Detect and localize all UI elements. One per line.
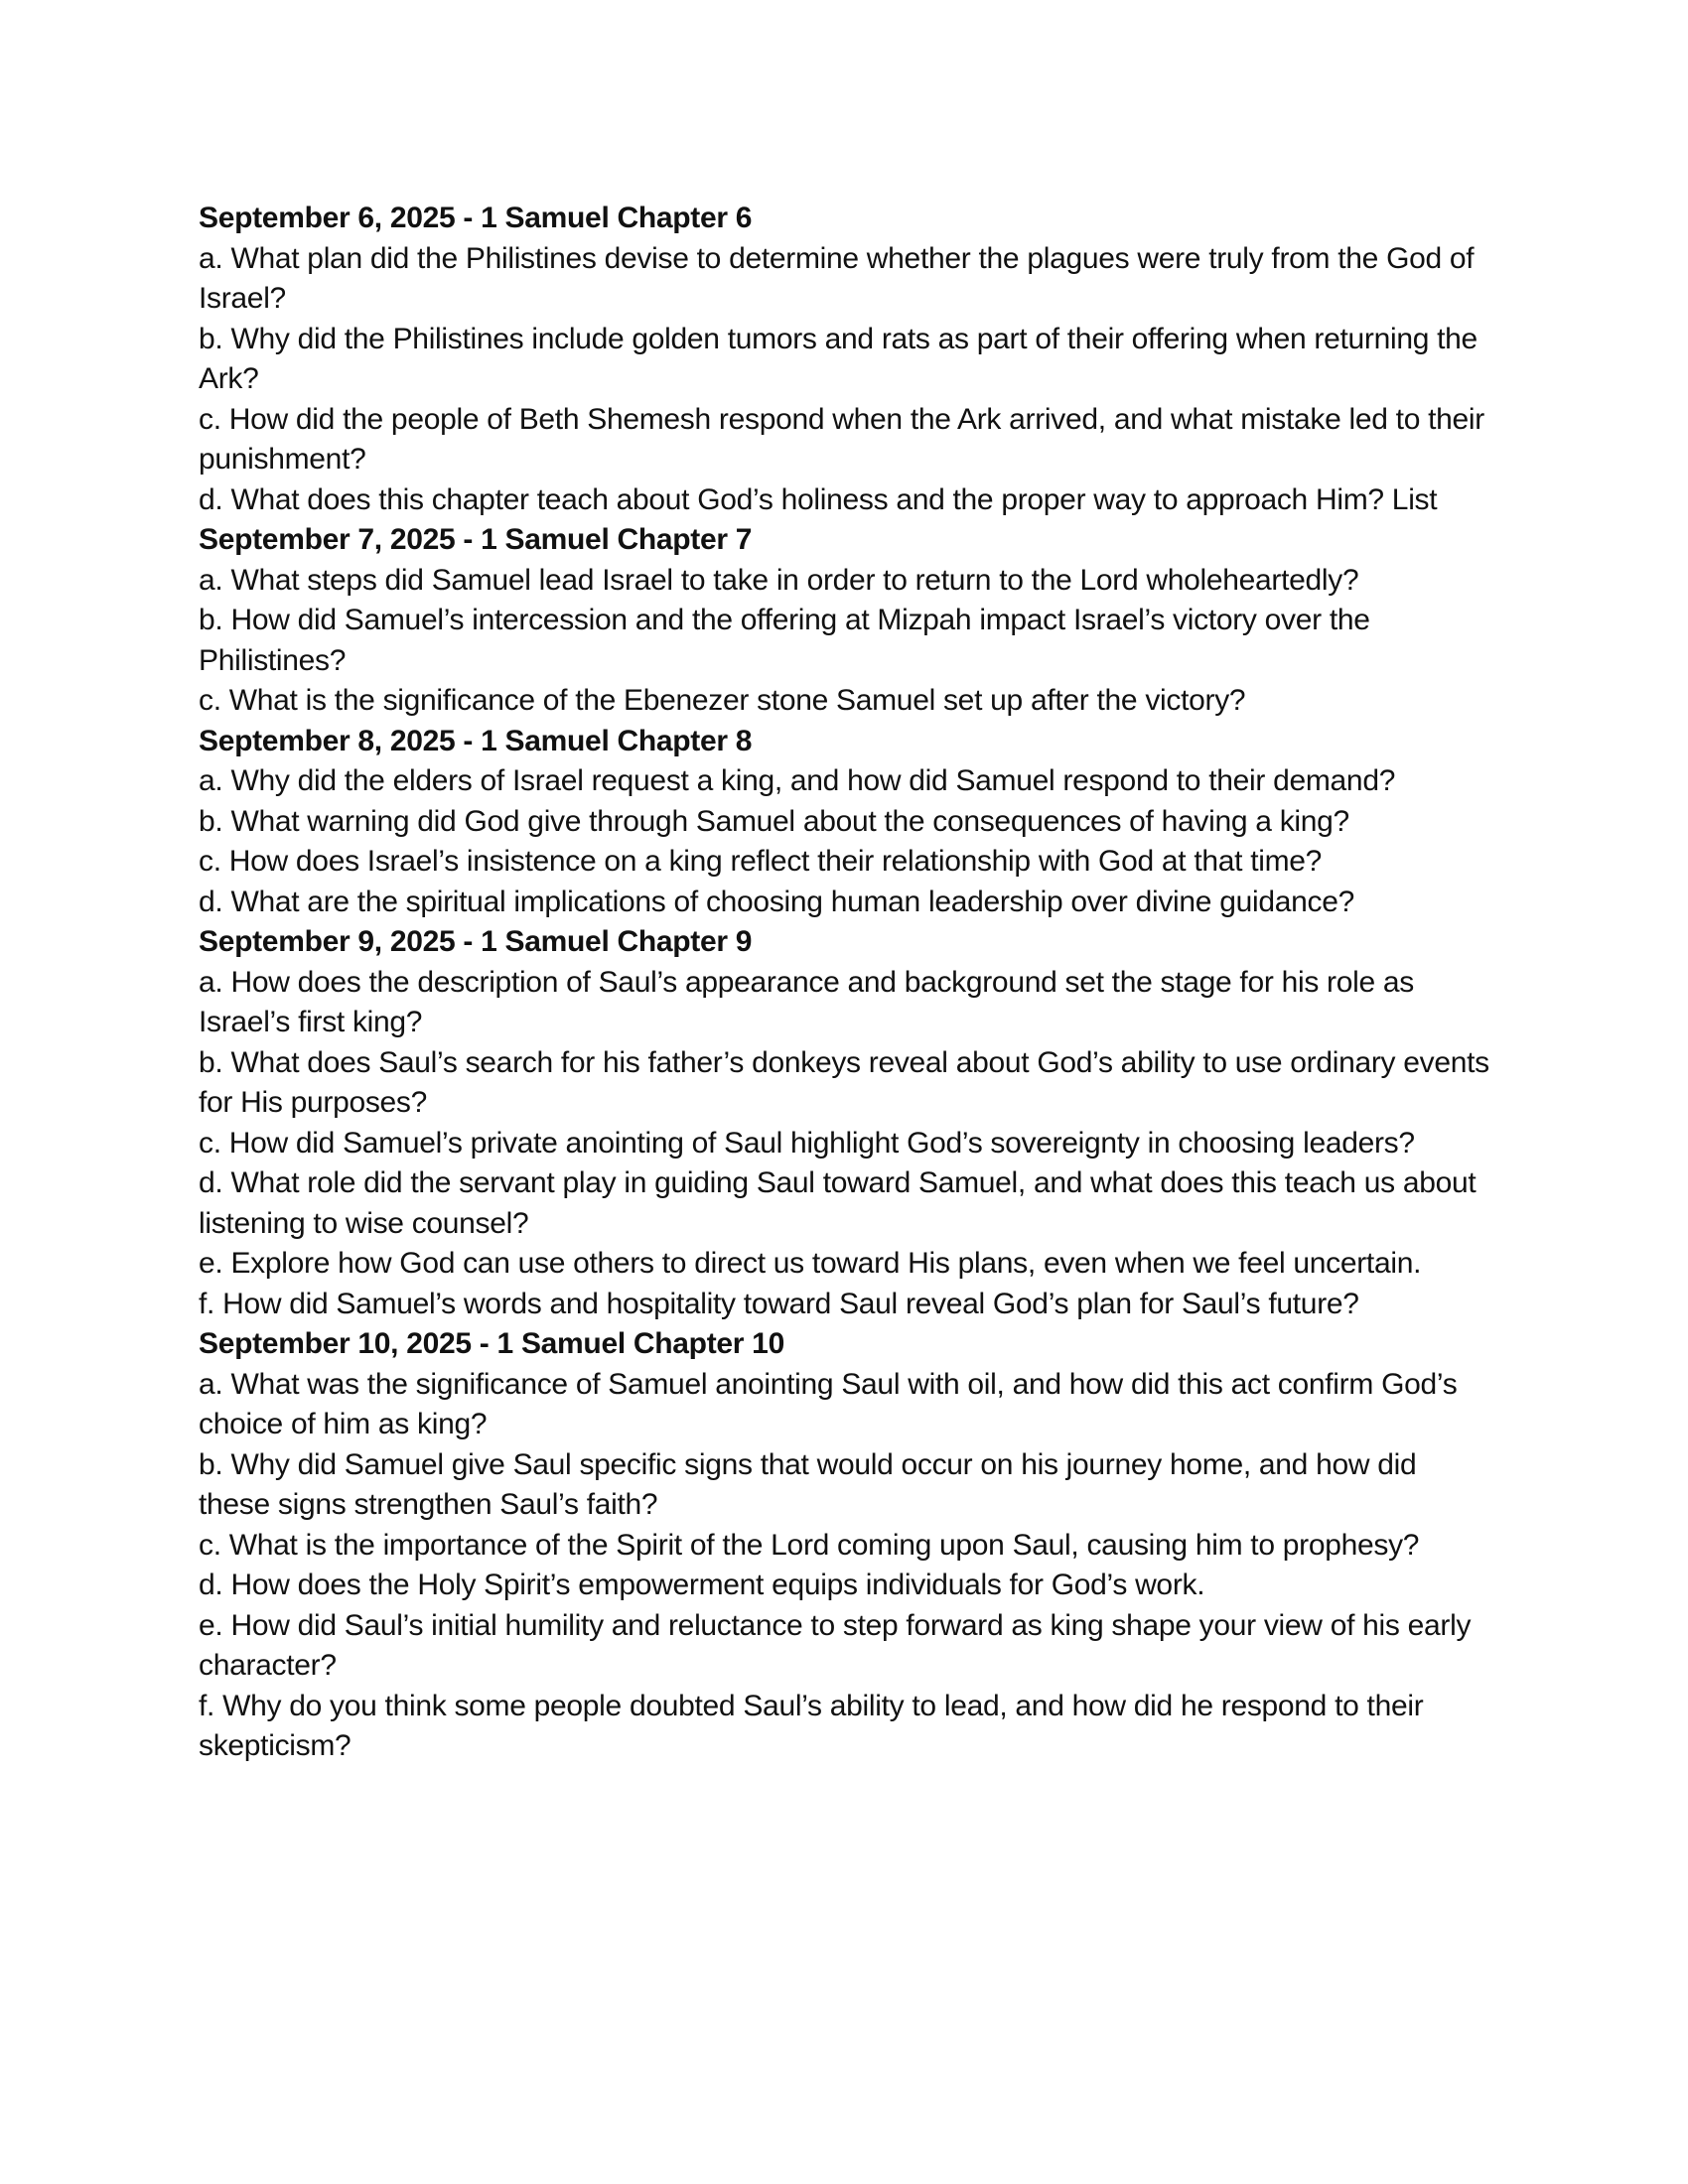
question: d. What does this chapter teach about God’s holiness and the proper way to approach Him? List [199, 482, 1438, 516]
question: b. Why did Samuel give Saul specific signs that would occur on his journey home, and how did these signs strengthen Saul’s faith? [199, 1447, 1417, 1521]
question: e. Explore how God can use others to direct us toward His plans, even when we feel uncertain. [199, 1247, 1422, 1280]
section-heading: September 10, 2025 - 1 Samuel Chapter 10 [199, 1327, 784, 1360]
question: a. What steps did Samuel lead Israel to take in order to return to the Lord wholeheartedly? [199, 563, 1359, 597]
question: b. How did Samuel’s intercession and the offering at Mizpah impact Israel’s victory over the Philistines? [199, 604, 1370, 677]
question: d. How does the Holy Spirit’s empowerment equips individuals for God’s work. [199, 1569, 1205, 1601]
section-chapter-10 [199, 1324, 1489, 1767]
section-chapter-6 [199, 199, 1489, 520]
question: e. How did Saul’s initial humility and reluctance to step forward as king shape your view of his early character? [199, 1608, 1472, 1682]
question: d. What role did the servant play in guiding Saul toward Samuel, and what does this teach us about listening to wise counsel? [199, 1166, 1477, 1240]
question: c. How did the people of Beth Shemesh respond when the Ark arrived, and what mistake led to their punishment? [199, 402, 1484, 476]
section-heading: September 6, 2025 - 1 Samuel Chapter 6 [199, 202, 753, 234]
section-heading: September 8, 2025 - 1 Samuel Chapter 8 [199, 724, 753, 757]
question: c. How does Israel’s insistence on a king reflect their relationship with God at that time? [199, 845, 1323, 878]
document-page [199, 199, 1489, 1767]
question: a. What plan did the Philistines devise to determine whether the plagues were truly from the God of Israel? [199, 241, 1475, 315]
section-heading: September 7, 2025 - 1 Samuel Chapter 7 [199, 523, 753, 556]
question: c. How did Samuel’s private anointing of Saul highlight God’s sovereignty in choosing leaders? [199, 1126, 1415, 1160]
question: f. Why do you think some people doubted Saul’s ability to lead, and how did he respond to their skepticism? [199, 1689, 1424, 1762]
question: a. Why did the elders of Israel request a king, and how did Samuel respond to their demand? [199, 764, 1396, 797]
question: a. How does the description of Saul’s appearance and background set the stage for his role as Israel’s first king? [199, 965, 1415, 1038]
question: c. What is the significance of the Ebenezer stone Samuel set up after the victory? [199, 684, 1246, 717]
section-chapter-9 [199, 922, 1489, 1324]
question: c. What is the importance of the Spirit of the Lord coming upon Saul, causing him to prophesy? [199, 1528, 1420, 1562]
question: f. How did Samuel’s words and hospitality toward Saul reveal God’s plan for Saul’s future? [199, 1287, 1359, 1320]
question: a. What was the significance of Samuel anointing Saul with oil, and how did this act confirm God’s choice of him as king? [199, 1367, 1458, 1440]
question: b. What warning did God give through Samuel about the consequences of having a king? [199, 804, 1349, 838]
section-heading: September 9, 2025 - 1 Samuel Chapter 9 [199, 925, 753, 958]
section-chapter-8 [199, 722, 1489, 923]
question: d. What are the spiritual implications of choosing human leadership over divine guidance? [199, 885, 1354, 918]
question: b. What does Saul’s search for his father’s donkeys reveal about God’s ability to use ordinary events for His purposes? [199, 1045, 1489, 1119]
section-chapter-7 [199, 520, 1489, 722]
question: b. Why did the Philistines include golden tumors and rats as part of their offering when returning the Ark? [199, 322, 1477, 395]
